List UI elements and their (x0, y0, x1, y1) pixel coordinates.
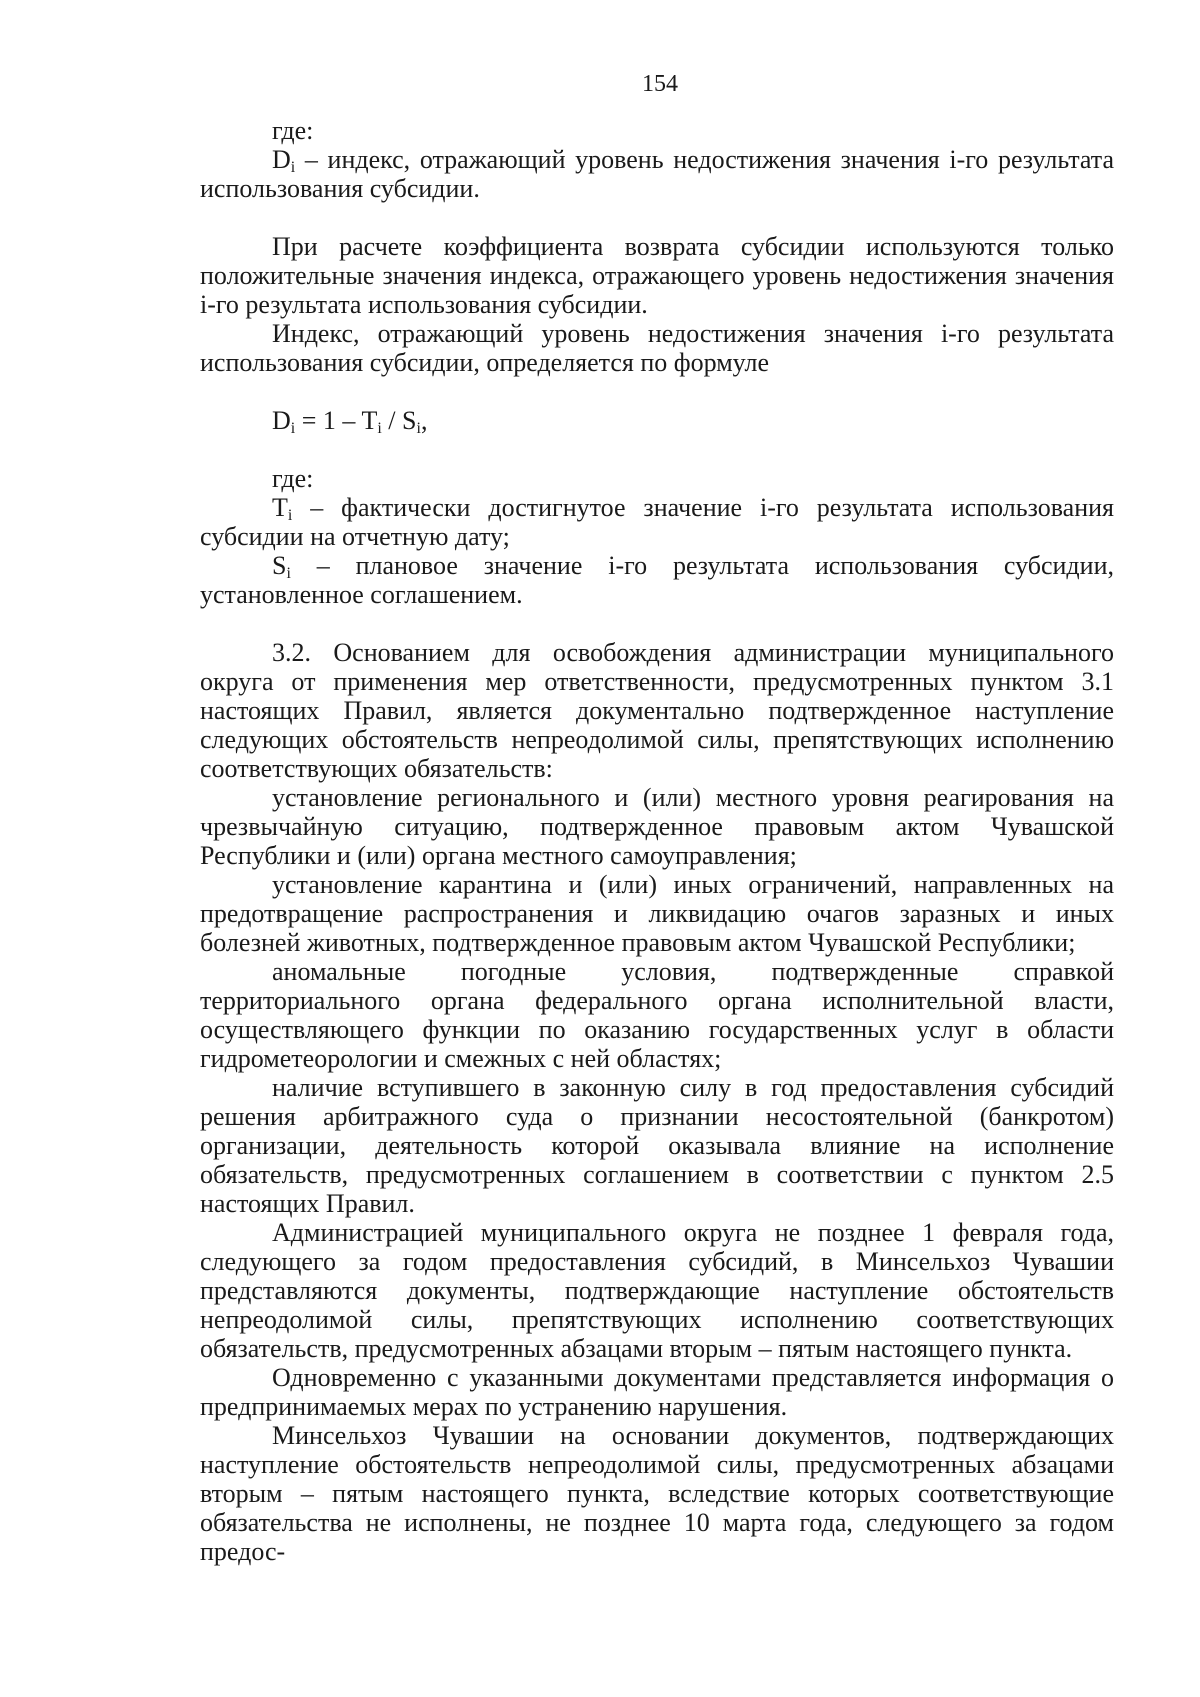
symbol-t: T (272, 493, 288, 522)
document-body (200, 116, 1114, 1566)
subscript-si: i (286, 565, 291, 582)
formula-end: , (420, 406, 428, 435)
symbol-s: S (272, 551, 287, 580)
paragraph-index-formula-intro: Индекс, отражающий уровень недостижения значения i-го результата использования субсидии, определяется по формуле (200, 319, 1114, 377)
formula-sub-t: i (377, 420, 382, 437)
where-label-1: где: (272, 116, 314, 145)
paragraph-weather: аномальные погодные условия, подтвержденные справкой территориального органа федерального органа исполнительной власти, осуществляющего функции по оказанию государственных услуг в области гидрометеорологии и смежных с ней областях; (200, 957, 1114, 1073)
formula-sub-d: i (290, 420, 296, 437)
paragraph-emergency: установление регионального и (или) местного уровня реагирования на чрезвычайную ситуацию, подтвержденное правовым актом Чувашской Республики и (или) органа местного самоуправления; (200, 783, 1114, 870)
definition-si (200, 551, 1114, 609)
paragraph-quarantine: установление карантина и (или) иных ограничений, направленных на предотвращение распространения и ликвидацию очагов заразных и иных болезней животных, подтвержденное правовым актом Чувашской Республики; (200, 870, 1114, 957)
formula-s: S (402, 406, 417, 435)
symbol-d: D (272, 145, 291, 174)
formula-equals: = 1 – (295, 406, 362, 435)
definition-si-text: – плановое значение i-го результата использования субсидии, установленное соглашением. (200, 551, 1114, 609)
paragraph-documents-deadline: Администрацией муниципального округа не позднее 1 февраля года, следующего за годом предоставления субсидий, в Минсельхоз Чувашии представляются документы, подтверждающие наступление обстоятельств непреодолимой силы, препятствующих исполнению соответствующих обязательств, предусмотренных абзацами вторым – пятым настоящего пункта. (200, 1218, 1114, 1363)
definition-ti-text: – фактически достигнутое значение i-го результата использования субсидии на отчетную дату; (200, 493, 1114, 551)
paragraph-ministry-decision: Минсельхоз Чувашии на основании документов, подтверждающих наступление обстоятельств непреодолимой силы, предусмотренных абзацами вторым – пятым настоящего пункта, вследствие которых соответствующие обязательства не исполнены, не позднее 10 марта года, следующего за годом предос- (200, 1421, 1114, 1566)
formula-t: T (361, 406, 378, 435)
subscript-ti: i (287, 507, 293, 524)
paragraph-positive-values: При расчете коэффициента возврата субсидии используются только положительные значения индекса, отражающего уровень недостижения значения i-го результата использования субсидии. (200, 232, 1114, 319)
formula-sub-s: i (416, 420, 421, 437)
where-label-2: где: (272, 464, 314, 493)
paragraph-measures-info: Одновременно с указанными документами представляется информация о предпринимаемых мерах по устранению нарушения. (200, 1363, 1114, 1421)
formula-d: D (272, 406, 291, 435)
paragraph-bankruptcy: наличие вступившего в законную силу в год предоставления субсидий решения арбитражного суда о признании несостоятельной (банкротом) организации, деятельность которой оказывала влияние на исполнение обязательств, предусмотренных соглашением в соответствии с пунктом 2.5 настоящих Правил. (200, 1073, 1114, 1218)
subscript-i: i (290, 159, 296, 176)
definition-di-text: – индекс, отражающий уровень недостижения значения i-го результата использования субсидии. (200, 145, 1114, 203)
paragraph-3-2: 3.2. Основанием для освобождения администрации муниципального округа от применения мер ответственности, предусмотренных пунктом 3.1 настоящих Правил, является документально подтвержденное наступление следующих обстоятельств непреодолимой силы, препятствующих исполнению соответствующих обязательств: (200, 638, 1114, 783)
definition-di (200, 145, 1114, 203)
formula (200, 406, 1114, 435)
formula-slash: / (381, 406, 403, 435)
page-number: 154 (642, 71, 678, 97)
definition-ti (200, 493, 1114, 551)
